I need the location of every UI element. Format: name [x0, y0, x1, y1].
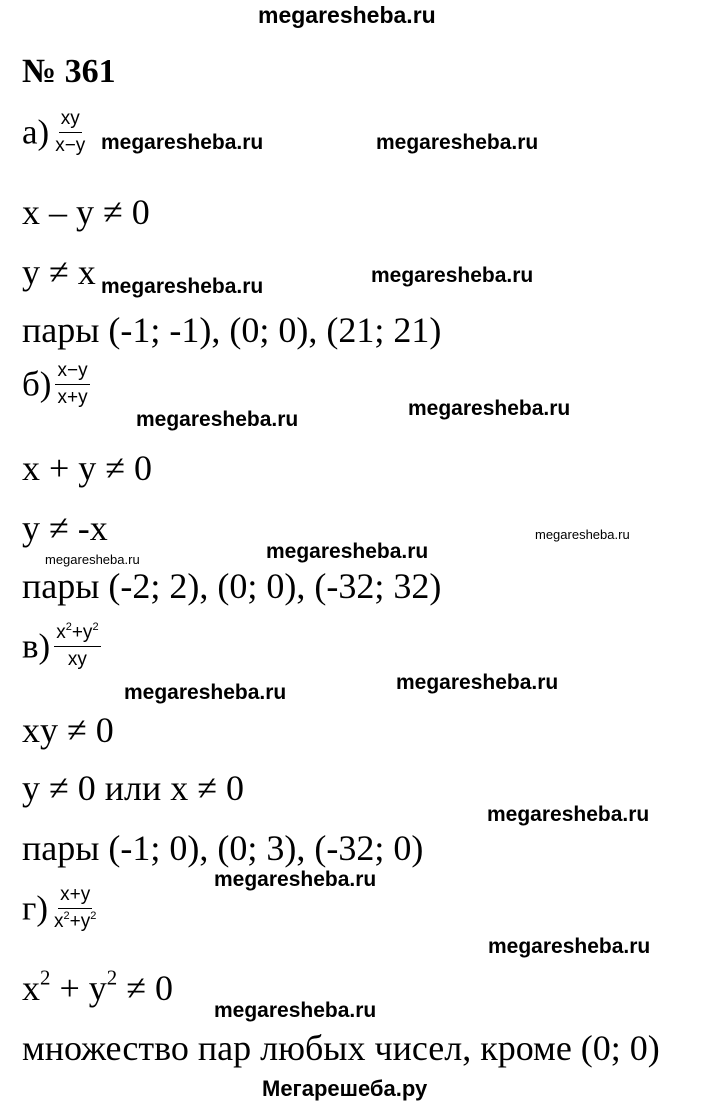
part-b-label: б)	[22, 364, 52, 404]
part-v-num-y: +y	[71, 622, 93, 643]
part-v-line-3: пары (-1; 0), (0; 3), (-32; 0)	[22, 828, 424, 868]
part-v-fraction	[54, 622, 100, 671]
watermark: megaresheba.ru	[214, 868, 377, 891]
part-b-line-1: x + y ≠ 0	[22, 448, 153, 488]
part-g-l1-exp-1: 2	[40, 965, 51, 990]
part-a-expression	[22, 108, 87, 157]
watermark: megaresheba.ru	[266, 540, 429, 563]
part-a-numerator: xy	[59, 108, 82, 133]
part-g-den-exp-1: 2	[63, 909, 70, 922]
part-b-denominator: x+y	[57, 387, 88, 408]
header-site: megaresheba.ru	[258, 2, 436, 28]
part-a-label: а)	[22, 112, 50, 152]
part-b-fraction	[55, 360, 89, 409]
part-v-num-x: x	[56, 622, 66, 643]
watermark: megaresheba.ru	[376, 131, 539, 154]
part-g-numerator: x+y	[58, 884, 92, 909]
part-g-denominator	[52, 909, 98, 933]
footer-site: Мегарешеба.ру	[262, 1076, 428, 1101]
part-b-numerator: x−y	[55, 360, 89, 385]
part-g-label: г)	[22, 888, 49, 928]
watermark: megaresheba.ru	[101, 131, 264, 154]
part-v-num-exp-2: 2	[92, 620, 99, 633]
part-a-line-1: x – y ≠ 0	[22, 192, 150, 232]
watermark-small: megaresheba.ru	[45, 552, 140, 567]
watermark: megaresheba.ru	[124, 681, 287, 704]
part-v-num-exp-1: 2	[65, 620, 72, 633]
part-a-line-3: пары (-1; -1), (0; 0), (21; 21)	[22, 310, 442, 350]
watermark: megaresheba.ru	[136, 408, 299, 431]
part-g-den-y: +y	[69, 911, 91, 932]
part-a-line-2: y ≠ x	[22, 252, 96, 292]
part-v-label: в)	[22, 626, 51, 666]
watermark: megaresheba.ru	[488, 935, 651, 958]
part-g-l1-x: x	[22, 968, 40, 1008]
part-v-line-2: y ≠ 0 или x ≠ 0	[22, 768, 245, 808]
part-v-numerator	[54, 622, 100, 647]
watermark: megaresheba.ru	[396, 671, 559, 694]
part-g-fraction	[52, 884, 98, 933]
watermark: megaresheba.ru	[487, 803, 650, 826]
part-b-line-3: пары (-2; 2), (0; 0), (-32; 32)	[22, 566, 442, 606]
watermark: megaresheba.ru	[371, 264, 534, 287]
part-g-den-x: x	[54, 911, 64, 932]
part-g-expression	[22, 884, 98, 933]
part-g-l1-y: + y	[50, 968, 107, 1008]
part-g-line-2: множество пар любых чисел, кроме (0; 0)	[22, 1028, 660, 1068]
part-g-line-1	[22, 965, 173, 1008]
part-g-l1-exp-2: 2	[106, 965, 118, 990]
part-a-denominator: x−y	[55, 135, 86, 156]
watermark-small: megaresheba.ru	[535, 527, 630, 542]
part-v-expression	[22, 622, 101, 671]
part-v-denominator: xy	[67, 649, 87, 670]
part-g-l1-neq: ≠ 0	[117, 968, 173, 1008]
part-b-expression	[22, 360, 90, 409]
watermark: megaresheba.ru	[408, 397, 571, 420]
watermark: megaresheba.ru	[101, 275, 264, 298]
problem-number: № 361	[22, 53, 116, 90]
part-b-line-2: y ≠ -x	[22, 508, 108, 548]
part-a-fraction	[53, 108, 87, 157]
part-g-den-exp-2: 2	[90, 909, 97, 922]
watermark: megaresheba.ru	[214, 999, 377, 1022]
part-v-line-1: xy ≠ 0	[22, 710, 114, 750]
